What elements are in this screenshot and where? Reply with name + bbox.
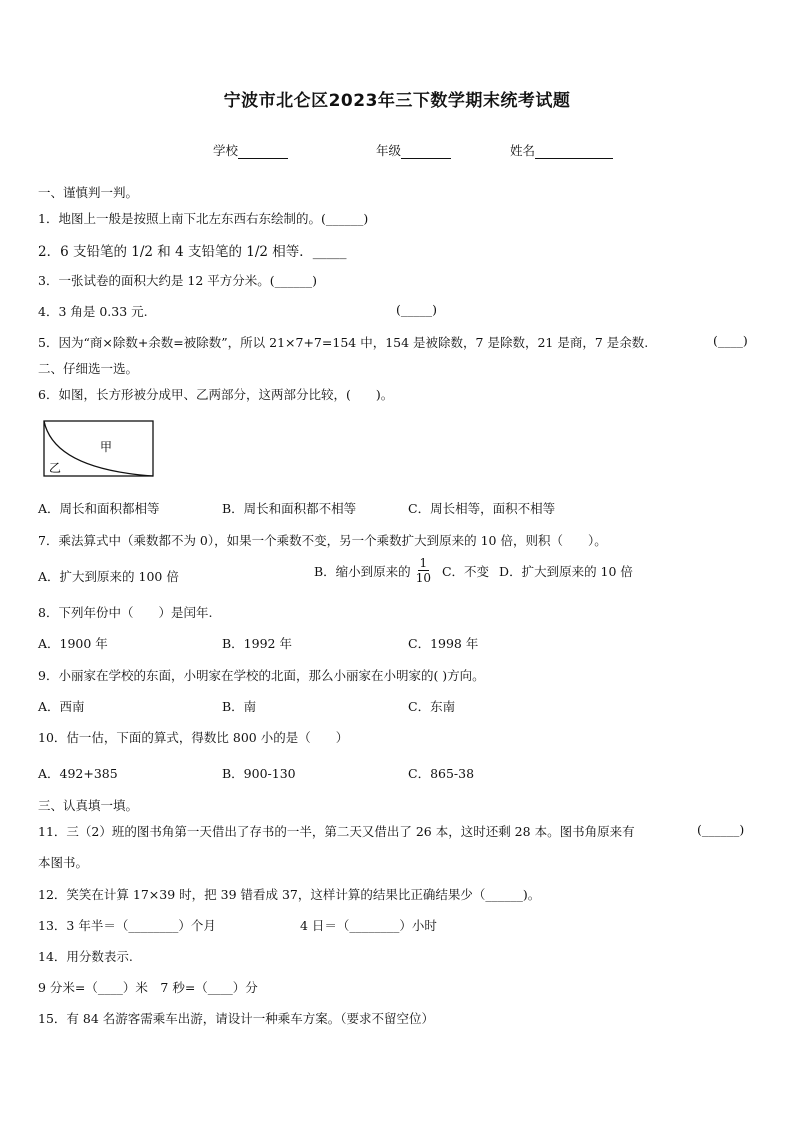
question-6-option-a: A．周长和面积都相等 — [38, 501, 160, 516]
question-4: 4．3 角是 0.33 元. — [38, 304, 148, 319]
question-12: 12．笑笑在计算 17×39 时，把 39 错看成 37，这样计算的结果比正确结果少（______)。 — [38, 887, 541, 902]
page-title: 宁波市北仑区2023年三下数学期末统考试题 — [223, 91, 571, 111]
question-3: 3．一张试卷的面积大约是 12 平方分米。(______) — [38, 273, 318, 288]
question-9-option-a: A．西南 — [38, 699, 85, 714]
question-13-part-b: 4 日＝（________）小时 — [300, 918, 437, 933]
question-2: 2．6 支铅笔的 1/2 和 4 支铅笔的 1/2 相等．_____ — [38, 244, 347, 260]
grade-label: 年级 — [376, 143, 402, 158]
question-10-option-a: A．492+385 — [38, 766, 118, 781]
name-label: 姓名 — [510, 143, 536, 158]
section-3-heading: 三、认真填一填。 — [38, 798, 139, 813]
question-8-option-c: C．1998 年 — [408, 636, 479, 651]
question-11-blank: (______) — [697, 822, 745, 837]
question-7-option-a: A．扩大到原来的 100 倍 — [38, 569, 179, 584]
question-8-option-a: A．1900 年 — [38, 636, 108, 651]
question-10-option-c: C．865-38 — [408, 766, 475, 781]
question-7: 7．乘法算式中（乘数都不为 0），如果一个乘数不变，另一个乘数扩大到原来的 10 倍，则积（ ）。 — [38, 533, 607, 548]
question-14: 14．用分数表示. — [38, 949, 133, 964]
question-7-option-b — [314, 556, 633, 585]
question-15: 15．有 84 名游客需乘车出游，请设计一种乘车方案。（要求不留空位） — [38, 1011, 435, 1026]
question-8-option-b: B．1992 年 — [222, 636, 292, 651]
section-2-heading: 二、仔细选一选。 — [38, 361, 139, 376]
question-13-part-a: 13．3 年半＝（________）个月 — [38, 918, 216, 933]
school-label: 学校 — [213, 143, 239, 158]
name-blank — [535, 145, 613, 159]
school-field — [213, 141, 288, 159]
question-14-line: 9 分米=（____）米 7 秒=（____）分 — [38, 980, 258, 995]
question-7-option-d: D．扩大到原来的 10 倍 — [499, 563, 633, 579]
name-field — [510, 141, 613, 159]
question-8: 8．下列年份中（ ）是闰年. — [38, 605, 213, 620]
question-5-blank: (____) — [713, 333, 748, 348]
question-6-option-c: C．周长相等，面积不相等 — [408, 501, 556, 516]
question-9-option-c: C．东南 — [408, 699, 456, 714]
grade-field — [376, 141, 451, 159]
question-4-blank: (_____) — [396, 302, 438, 317]
question-11: 11．三（2）班的图书角第一天借出了存书的一半，第二天又借出了 26 本，这时还剩 28 本。图书角原来有 — [38, 824, 635, 839]
question-9: 9．小丽家在学校的东面，小明家在学校的北面，那么小丽家在小明家的( )方向。 — [38, 668, 485, 683]
school-blank — [238, 145, 288, 159]
question-6-option-b: B．周长和面积都不相等 — [222, 501, 357, 516]
question-11-continuation: 本图书。 — [38, 855, 89, 870]
question-5: 5．因为“商×除数+余数=被除数”，所以 21×7+7=154 中，154 是被除数，7 是除数，21 是商，7 是余数. — [38, 335, 649, 350]
fraction-numerator: 1 — [419, 556, 428, 570]
question-1: 1．地图上一般是按照上南下北左东西右东绘制的。(______) — [38, 211, 369, 226]
question-7-option-c: C．不变 — [441, 563, 490, 579]
rectangle-figure — [40, 419, 156, 479]
question-10: 10．估一估，下面的算式，得数比 800 小的是（ ） — [38, 730, 349, 745]
figure-label-yi: 乙 — [49, 461, 62, 475]
section-1-heading: 一、谨慎判一判。 — [38, 185, 139, 200]
fraction-denominator: 10 — [415, 571, 431, 585]
figure-label-jia: 甲 — [100, 440, 113, 454]
question-7-option-b-text: B．缩小到原来的 — [314, 563, 411, 579]
question-9-option-b: B．南 — [222, 699, 257, 714]
grade-blank — [401, 145, 451, 159]
fraction-one-tenth — [414, 556, 433, 585]
question-6: 6．如图，长方形被分成甲、乙两部分，这两部分比较，( )。 — [38, 387, 394, 402]
question-10-option-b: B．900-130 — [222, 766, 296, 781]
